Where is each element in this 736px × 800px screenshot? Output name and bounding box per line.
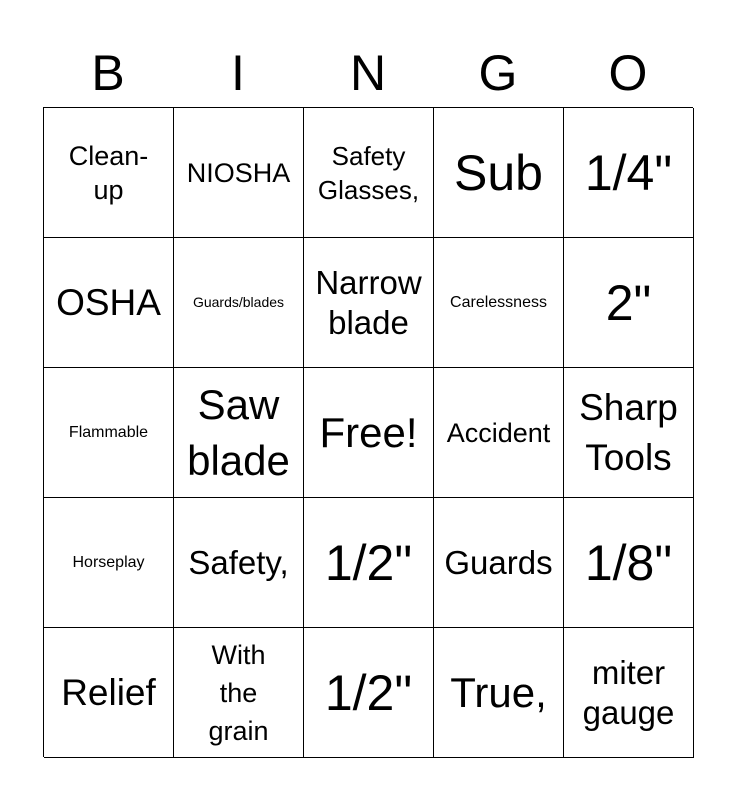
cell-label: 1/2": [324, 664, 413, 721]
cell-label: Carelessness: [450, 294, 547, 311]
bingo-cell[interactable]: [434, 108, 564, 238]
cell-label: True,: [450, 668, 547, 716]
cell-label: With the grain: [208, 639, 269, 746]
bingo-cell[interactable]: [434, 498, 564, 628]
bingo-cell[interactable]: [44, 628, 174, 758]
cell-label: Narrow blade: [315, 263, 422, 341]
bingo-cell[interactable]: [174, 628, 304, 758]
header-letter-o: O: [608, 45, 648, 101]
cell-label: Safety Glasses,: [317, 140, 420, 205]
bingo-cell[interactable]: [564, 108, 694, 238]
cell-label: Free!: [319, 408, 418, 456]
cell-label: Flammable: [68, 424, 149, 441]
bingo-cell[interactable]: [564, 628, 694, 758]
bingo-cell[interactable]: [564, 238, 694, 368]
cell-label: Safety,: [188, 543, 289, 581]
bingo-card-grid: [43, 107, 693, 757]
bingo-cell[interactable]: [174, 108, 304, 238]
cell-label: 1/2": [324, 534, 413, 591]
bingo-cell[interactable]: [44, 108, 174, 238]
bingo-cell[interactable]: [174, 368, 304, 498]
cell-label: 1/8": [584, 534, 673, 591]
bingo-cell[interactable]: [44, 498, 174, 628]
header-letter-g: G: [478, 45, 518, 101]
cell-label: Relief: [61, 671, 156, 713]
cell-label: 1/4": [584, 144, 673, 201]
cell-label: Guards/blades: [192, 294, 285, 310]
cell-label: Clean- up: [68, 140, 149, 205]
bingo-cell[interactable]: [434, 368, 564, 498]
header-letter-i: I: [231, 45, 245, 101]
header-letter-n: N: [349, 45, 387, 101]
bingo-cell[interactable]: [44, 238, 174, 368]
bingo-cell[interactable]: [304, 498, 434, 628]
bingo-cell[interactable]: [564, 368, 694, 498]
cell-label: OSHA: [56, 281, 161, 323]
header-letter-b: B: [91, 45, 125, 101]
cell-label: Horseplay: [72, 554, 145, 571]
cell-label: Sub: [454, 144, 543, 201]
bingo-cell[interactable]: [304, 628, 434, 758]
cell-label: Guards: [444, 543, 553, 581]
bingo-header: [43, 38, 693, 108]
bingo-cell[interactable]: [564, 498, 694, 628]
cell-label: Saw blade: [187, 380, 290, 484]
cell-label: miter gauge: [582, 653, 675, 731]
bingo-cell[interactable]: [174, 238, 304, 368]
bingo-cell[interactable]: [174, 498, 304, 628]
cell-label: NIOSHA: [186, 157, 291, 188]
cell-label: Sharp Tools: [579, 386, 678, 478]
bingo-cell[interactable]: [44, 368, 174, 498]
cell-label: 2": [605, 274, 652, 331]
bingo-cell[interactable]: [304, 108, 434, 238]
free-space-cell[interactable]: [304, 368, 434, 498]
bingo-cell[interactable]: [434, 628, 564, 758]
cell-label: Accident: [446, 417, 551, 448]
bingo-cell[interactable]: [304, 238, 434, 368]
bingo-cell[interactable]: [434, 238, 564, 368]
